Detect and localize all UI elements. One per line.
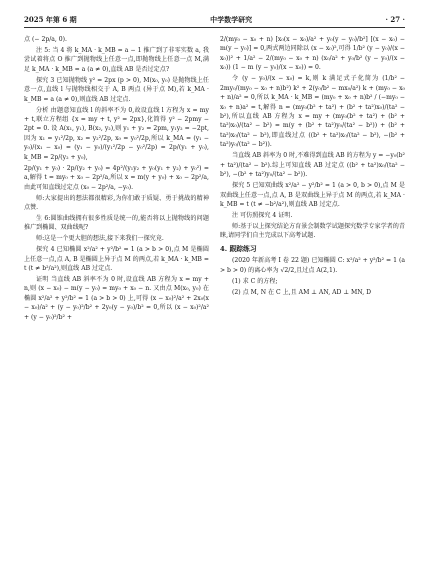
exploration-3: 探究 3 已知抛物线 y² = 2px (p > 0), M(x₀, y₀) 是抛物线上任意一点,直线 l 与抛物线相交于 A, B 两点 (异于点 M),若 k_MA · k_MB = a (a ≠ 0),则直线 AB 过定点.: [24, 76, 209, 103]
analysis: 分析 由题意知直线 l 的斜率不为 0,故设直线 l 方程为 x = my + t,联立方程组 {x = my + t, y² = 2px},化简得 y² − 2pmy − 2pt = 0. 设 A(x₁, y₁), B(x₂, y₂),则 y₁ + y₂ = 2pm, y₁y₂ = −2pt,因为 x₁ = y₁²/2p, x₂ = y₂²/2p, x₀ = y₀²/2p,所以 k_MA = (y₁ − y₀)/(x₁ − x₀) = (y₁ − y₀)/(y₁²/2p − y₀²/2p) = 2p/(y₁ + y₀), k_MB = 2p/(y₂ + y₀),: [24, 106, 209, 161]
journal-title: 中学数学研究: [210, 15, 253, 25]
proof: 证明 当直线 AB 斜率不为 0 时,设直线 AB 方程为 x = my + n,则 (x − x₀) − m(y − y₀) = my₀ + x₀ − n. 又由点 M(x₀, y₀) 在椭圆 x²/a² + y²/b² = 1 (a > b > 0) 上,可得 (x − x₀)²/a² + 2x₀(x − x₀)/a² + (y − y₀)²/b² + 2y₀(y − y₀)/b² = 0,所以 (x − x₀)²/a² + (y − y₀)²/b² +: [24, 276, 209, 321]
teacher-remark: 师:这是一个更大胆的想法,接下来我们一探究竟.: [36, 235, 164, 243]
teacher-remark: 师:基于以上探究结论方育景会制数学试题探究数学专家学者的青睐,请同学们自主完成以下高考试题.: [220, 222, 405, 240]
page-header: [24, 10, 405, 26]
exercise-problem: (2020 年新高考 Ⅰ 卷 22 题) 已知椭圆 C: x²/a² + y²/b² = 1 (a > b > 0) 的离心率为 √2/2,且过点 A(2,1).: [220, 257, 405, 274]
header-divider: [24, 27, 405, 28]
exercise-part-2: (2) 点 M, N 在 C 上,且 AM ⊥ AN, AD ⊥ MN, D: [232, 288, 371, 296]
paragraph: 2/(my₀ − x₀ + n) [x₀(x − x₀)/a² + y₀(y − y₀)/b²] [(x − x₀) − m(y − y₀)] = 0,两式两边同除以 (x − x₀)²,可得 1/b² (y − y₀)/(x − x₀))² + 1/a² − 2/(my₀ − x₀ + n) (x₀/a² + y₀/b² (y − y₀)/(x − x₀)) (1 − m (y − y₀)/(x − x₀)) = 0.: [220, 36, 405, 72]
issue-label: 2025 年第 6 期: [24, 15, 77, 25]
exploration-4: 探究 4 已知椭圆 x²/a² + y²/b² = 1 (a > b > 0),点 M 是椭圆上任意一点,点 A, B 是椭圆上异于点 M 的两点,若 k_MA · k_MB = t (t ≠ b²/a²),则直线 AB 过定点.: [24, 246, 209, 273]
paragraph: 当直线 AB 斜率为 0 时,不难得到直线 AB 的方程为 y = −y₀(b² + ta²)/(ta² − b²).综上可知直线 AB 过定点 ((b² + ta²)x₀/(ta² − b²), −(b² + ta²)y₀/(ta² − b²)).: [220, 152, 405, 179]
student-remark: 生 6:圆锥曲线拥有很多性质是统一的,能否将以上抛物线的问题推广到椭圆、双曲线呢?: [24, 214, 209, 232]
section-heading: 4. 跟踪练习: [220, 244, 257, 253]
exploration-5: 探究 5 已知双曲线 x²/a² − y²/b² = 1 (a > 0, b > 0),点 M 是双曲线上任意一点,点 A, B 是双曲线上异于点 M 的两点,若 k_MA · k_MB = t (t ≠ −b²/a²),则直线 AB 过定点.: [220, 182, 405, 208]
right-column: [220, 35, 405, 298]
note: 注 可仿照探究 4 证明.: [232, 211, 293, 219]
note-5: 注 5: 当 4 将 k_MA · k_MB = a − 1 推广到了非零实数 a, 我尝试着将点 O 推广到抛物线上任意一点,即抛物线上任意一点 M,满足 k_MA · k_MB = a (a ≠ 0),直线 AB 是否过定点?: [24, 46, 209, 73]
exercise-part-1: (1) 求 C 的方程;: [232, 277, 278, 285]
paragraph: 令 (y − y₀)/(x − x₀) = k,则 k 满足式子化简为 (1/b² − 2my₀/(my₀ − x₀ + n)b²) k² + 2(y₀/b² − mx₀/a²) k + (my₀ − x₀ + n)/a² = 0,所以 k_MA · k_MB = (my₀ + x₀ + n)b² / (−my₀ − x₀ + n)a² = t,解得 n = (my₀(b² + ta²) + (b² + ta²)x₀)/(ta² − b²),所以直线 AB 方程为 x = my + (my₀(b² + ta²) + (b² + ta²)x₀)/(ta² − b²) = m(y + (b² + ta²)y₀/(ta² − b²)) + (b² + ta²)x₀/(ta² − b²),即直线过点 ((b² + ta²)x₀/(ta² − b²), −(b² + ta²)y₀/(ta² − b²)).: [220, 75, 405, 149]
page-number: · 27 ·: [385, 15, 405, 25]
paragraph: 2p/(y₁ + y₀) · 2p/(y₂ + y₀) = 4p²/(y₁y₂ + y₀(y₁ + y₂) + y₀²) = a,解得 t = my₀ + x₀ − 2p²/a,所以 x = m(y + y₀) + x₀ − 2p²/a,由此可知直线过定点 (x₀ − 2p²/a, −y₀).: [24, 164, 209, 191]
paragraph: 点 (− 2p/a, 0).: [24, 36, 67, 43]
teacher-remark: 师:大家提出的想法都很精彩,为你们敢于质疑、勇于挑战的精神点赞.: [24, 194, 209, 211]
left-column: [24, 35, 209, 324]
